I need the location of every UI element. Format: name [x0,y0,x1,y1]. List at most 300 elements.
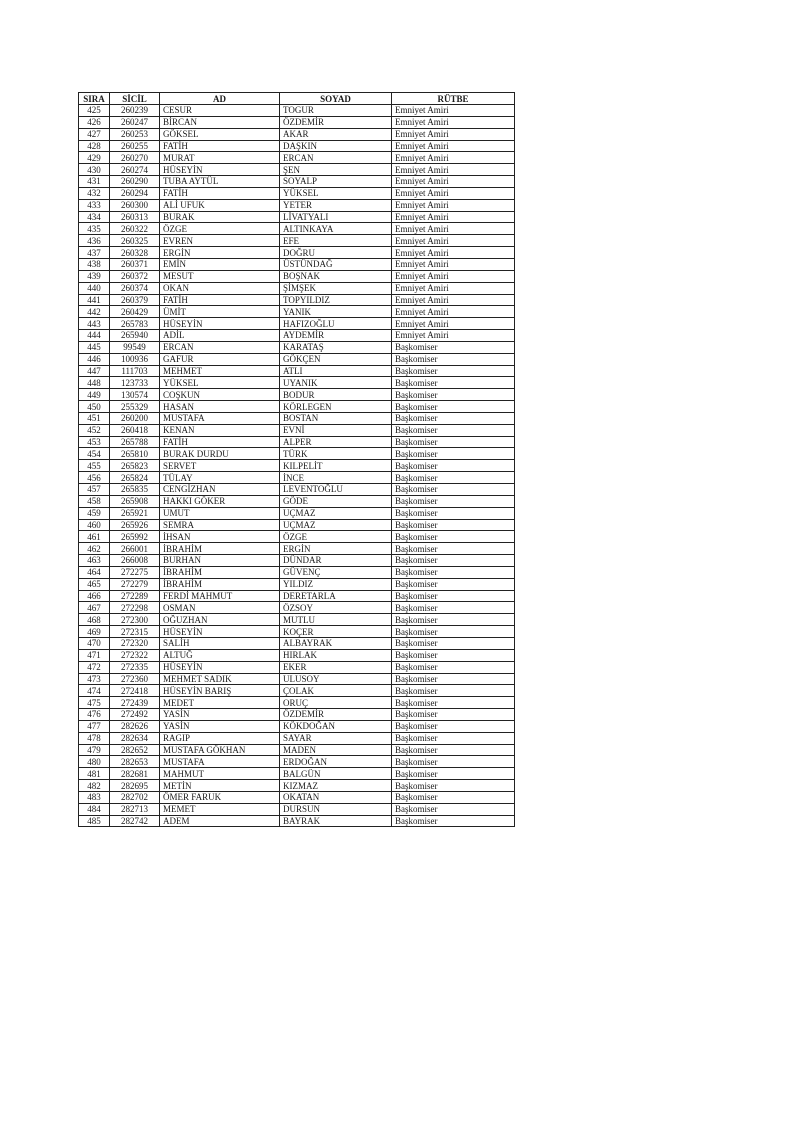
cell-rutbe: Emniyet Amiri [392,306,515,318]
cell-sira: 437 [79,247,110,259]
table-row [79,519,515,531]
table-row [79,187,515,199]
cell-ad: CENGİZHAN [160,484,280,496]
cell-sicil: 272289 [110,590,160,602]
cell-sira: 469 [79,626,110,638]
table-row [79,756,515,768]
table-row [79,270,515,282]
table-body [79,105,515,827]
cell-soyad: AKAR [280,128,392,140]
cell-sira: 444 [79,330,110,342]
cell-ad: FATİH [160,294,280,306]
cell-soyad: ŞİMŞEK [280,282,392,294]
cell-sicil: 282681 [110,768,160,780]
table-row [79,626,515,638]
table-row [79,543,515,555]
table-row [79,105,515,117]
cell-rutbe: Başkomiser [392,543,515,555]
cell-sicil: 260379 [110,294,160,306]
cell-sira: 426 [79,116,110,128]
table-row [79,803,515,815]
cell-soyad: KÖKDOĞAN [280,720,392,732]
cell-rutbe: Başkomiser [392,389,515,401]
cell-sira: 475 [79,697,110,709]
cell-sicil: 272279 [110,578,160,590]
cell-sira: 477 [79,720,110,732]
cell-sira: 461 [79,531,110,543]
cell-ad: GÖKSEL [160,128,280,140]
cell-sira: 440 [79,282,110,294]
cell-sicil: 260274 [110,164,160,176]
table-row [79,306,515,318]
cell-sicil: 282634 [110,732,160,744]
cell-soyad: İNCE [280,472,392,484]
cell-ad: RAGIP [160,732,280,744]
cell-soyad: KILPELİT [280,460,392,472]
cell-sicil: 265940 [110,330,160,342]
cell-ad: ERCAN [160,341,280,353]
cell-soyad: GÖKÇEN [280,353,392,365]
cell-ad: SEMRA [160,519,280,531]
cell-sicil: 260300 [110,199,160,211]
cell-sira: 438 [79,258,110,270]
cell-ad: ADİL [160,330,280,342]
cell-sicil: 282626 [110,720,160,732]
cell-rutbe: Emniyet Amiri [392,164,515,176]
cell-ad: METİN [160,780,280,792]
cell-soyad: SAYAR [280,732,392,744]
cell-sicil: 260239 [110,105,160,117]
cell-rutbe: Başkomiser [392,661,515,673]
cell-rutbe: Başkomiser [392,472,515,484]
cell-soyad: UYANIK [280,377,392,389]
cell-sicil: 123733 [110,377,160,389]
cell-soyad: ALBAYRAK [280,637,392,649]
cell-sira: 428 [79,140,110,152]
cell-sira: 473 [79,673,110,685]
cell-sira: 485 [79,815,110,827]
cell-sicil: 255329 [110,401,160,413]
header-ad: AD [160,93,280,105]
table-row [79,258,515,270]
cell-soyad: UÇMAZ [280,519,392,531]
cell-sira: 466 [79,590,110,602]
cell-sicil: 99549 [110,341,160,353]
cell-sira: 450 [79,401,110,413]
cell-soyad: ERDOĞAN [280,756,392,768]
cell-sicil: 260290 [110,176,160,188]
cell-ad: MEHMET [160,365,280,377]
cell-sicil: 272300 [110,614,160,626]
cell-soyad: EVNİ [280,424,392,436]
table-row [79,590,515,602]
cell-ad: BURAK DURDU [160,448,280,460]
cell-sira: 480 [79,756,110,768]
cell-rutbe: Başkomiser [392,566,515,578]
cell-soyad: LİVATYALI [280,211,392,223]
cell-sira: 446 [79,353,110,365]
cell-sira: 478 [79,732,110,744]
cell-soyad: ULUSOY [280,673,392,685]
cell-sira: 443 [79,318,110,330]
header-row [79,93,515,105]
cell-ad: ÖZGE [160,223,280,235]
cell-rutbe: Emniyet Amiri [392,152,515,164]
cell-sira: 448 [79,377,110,389]
cell-soyad: ALTINKAYA [280,223,392,235]
cell-sicil: 260294 [110,187,160,199]
cell-ad: HÜSEYİN [160,318,280,330]
table-row [79,637,515,649]
cell-soyad: DAŞKIN [280,140,392,152]
cell-sicil: 265926 [110,519,160,531]
cell-ad: ÖMER FARUK [160,791,280,803]
cell-sicil: 260374 [110,282,160,294]
cell-sira: 425 [79,105,110,117]
cell-soyad: ÜSTÜNDAĞ [280,258,392,270]
cell-sicil: 272418 [110,685,160,697]
cell-soyad: KIZMAZ [280,780,392,792]
cell-rutbe: Emniyet Amiri [392,235,515,247]
cell-soyad: GÜVENÇ [280,566,392,578]
cell-ad: UMUT [160,507,280,519]
cell-sicil: 100936 [110,353,160,365]
cell-sicil: 260255 [110,140,160,152]
cell-sicil: 260429 [110,306,160,318]
cell-ad: ALTUĞ [160,649,280,661]
cell-soyad: ÖZGE [280,531,392,543]
cell-sicil: 260247 [110,116,160,128]
cell-ad: HASAN [160,401,280,413]
cell-rutbe: Başkomiser [392,685,515,697]
cell-sicil: 272360 [110,673,160,685]
cell-sicil: 265835 [110,484,160,496]
cell-sicil: 265823 [110,460,160,472]
cell-sicil: 260253 [110,128,160,140]
table-row [79,697,515,709]
table-row [79,531,515,543]
cell-rutbe: Başkomiser [392,495,515,507]
cell-rutbe: Başkomiser [392,401,515,413]
table-row [79,330,515,342]
cell-ad: ERGİN [160,247,280,259]
cell-soyad: ŞEN [280,164,392,176]
cell-sira: 449 [79,389,110,401]
cell-ad: FATİH [160,140,280,152]
table-row [79,140,515,152]
cell-sira: 431 [79,176,110,188]
cell-soyad: BAYRAK [280,815,392,827]
cell-ad: SALİH [160,637,280,649]
cell-ad: OSMAN [160,602,280,614]
cell-sira: 481 [79,768,110,780]
table-row [79,685,515,697]
header-sira: SIRA [79,93,110,105]
cell-sira: 471 [79,649,110,661]
cell-sira: 484 [79,803,110,815]
cell-soyad: HAFIZOĞLU [280,318,392,330]
table-row [79,436,515,448]
cell-soyad: DÜNDAR [280,555,392,567]
cell-soyad: YÜKSEL [280,187,392,199]
cell-sicil: 272492 [110,709,160,721]
cell-ad: MEDET [160,697,280,709]
cell-soyad: SOYALP [280,176,392,188]
cell-rutbe: Emniyet Amiri [392,140,515,152]
cell-soyad: LEVENTOĞLU [280,484,392,496]
cell-sira: 470 [79,637,110,649]
cell-soyad: EKER [280,661,392,673]
cell-sira: 435 [79,223,110,235]
cell-sira: 482 [79,780,110,792]
cell-ad: EVREN [160,235,280,247]
cell-sicil: 272275 [110,566,160,578]
cell-ad: EMİN [160,258,280,270]
cell-sira: 456 [79,472,110,484]
cell-rutbe: Başkomiser [392,815,515,827]
cell-rutbe: Başkomiser [392,412,515,424]
cell-sira: 441 [79,294,110,306]
cell-ad: TUBA AYTÜL [160,176,280,188]
cell-ad: MUSTAFA [160,756,280,768]
cell-rutbe: Başkomiser [392,673,515,685]
table-row [79,353,515,365]
cell-rutbe: Emniyet Amiri [392,330,515,342]
cell-soyad: ÖZDEMİR [280,116,392,128]
table-row [79,602,515,614]
cell-ad: YASİN [160,720,280,732]
cell-soyad: TÜRK [280,448,392,460]
cell-sicil: 272335 [110,661,160,673]
table-row [79,815,515,827]
cell-sicil: 282653 [110,756,160,768]
cell-rutbe: Emniyet Amiri [392,105,515,117]
cell-sicil: 130574 [110,389,160,401]
cell-sicil: 260313 [110,211,160,223]
cell-rutbe: Başkomiser [392,720,515,732]
cell-ad: ALİ UFUK [160,199,280,211]
cell-ad: MUSTAFA GÖKHAN [160,744,280,756]
table-row [79,341,515,353]
cell-sira: 430 [79,164,110,176]
cell-ad: FATİH [160,436,280,448]
table-row [79,116,515,128]
cell-ad: SERVET [160,460,280,472]
cell-rutbe: Başkomiser [392,614,515,626]
table-row [79,448,515,460]
cell-sicil: 260418 [110,424,160,436]
table-row [79,176,515,188]
cell-soyad: KÖRLEGEN [280,401,392,413]
cell-sira: 472 [79,661,110,673]
cell-rutbe: Başkomiser [392,460,515,472]
cell-soyad: BOSTAN [280,412,392,424]
cell-sira: 468 [79,614,110,626]
cell-soyad: GÖDE [280,495,392,507]
cell-rutbe: Başkomiser [392,803,515,815]
cell-rutbe: Başkomiser [392,353,515,365]
cell-sicil: 272439 [110,697,160,709]
cell-ad: ÜMİT [160,306,280,318]
cell-sira: 457 [79,484,110,496]
table-row [79,282,515,294]
cell-soyad: ÖZSOY [280,602,392,614]
cell-soyad: EFE [280,235,392,247]
table-row [79,555,515,567]
cell-soyad: ÇOLAK [280,685,392,697]
cell-rutbe: Başkomiser [392,578,515,590]
table-row [79,566,515,578]
cell-sira: 479 [79,744,110,756]
table-row [79,614,515,626]
cell-rutbe: Başkomiser [392,649,515,661]
cell-ad: İBRAHİM [160,566,280,578]
table-row [79,507,515,519]
cell-rutbe: Başkomiser [392,637,515,649]
table-row [79,709,515,721]
cell-soyad: TOPYILDIZ [280,294,392,306]
table-row [79,720,515,732]
cell-soyad: ORUÇ [280,697,392,709]
cell-sira: 453 [79,436,110,448]
cell-ad: HÜSEYİN [160,661,280,673]
table-row [79,732,515,744]
cell-sicil: 260270 [110,152,160,164]
cell-soyad: BOŞNAK [280,270,392,282]
table-row [79,412,515,424]
cell-rutbe: Emniyet Amiri [392,318,515,330]
cell-sira: 434 [79,211,110,223]
cell-ad: COŞKUN [160,389,280,401]
cell-sicil: 282652 [110,744,160,756]
cell-rutbe: Başkomiser [392,555,515,567]
table-row [79,247,515,259]
cell-sira: 459 [79,507,110,519]
cell-soyad: KARATAŞ [280,341,392,353]
cell-soyad: YETER [280,199,392,211]
cell-rutbe: Başkomiser [392,626,515,638]
cell-sira: 463 [79,555,110,567]
cell-rutbe: Emniyet Amiri [392,211,515,223]
cell-rutbe: Başkomiser [392,791,515,803]
cell-sicil: 282742 [110,815,160,827]
cell-sicil: 282713 [110,803,160,815]
cell-sira: 442 [79,306,110,318]
table-row [79,649,515,661]
cell-ad: MESUT [160,270,280,282]
table-row [79,768,515,780]
cell-sicil: 265921 [110,507,160,519]
cell-sira: 432 [79,187,110,199]
cell-sicil: 265788 [110,436,160,448]
cell-sira: 447 [79,365,110,377]
cell-soyad: ÖZDEMİR [280,709,392,721]
table-header [79,93,515,105]
cell-sira: 467 [79,602,110,614]
cell-soyad: DOĞRU [280,247,392,259]
cell-ad: İBRAHİM [160,543,280,555]
cell-rutbe: Emniyet Amiri [392,128,515,140]
cell-ad: MEHMET SADIK [160,673,280,685]
cell-rutbe: Başkomiser [392,377,515,389]
cell-sira: 454 [79,448,110,460]
table-row [79,318,515,330]
cell-rutbe: Başkomiser [392,756,515,768]
cell-ad: BURAK [160,211,280,223]
cell-sira: 452 [79,424,110,436]
cell-sicil: 272298 [110,602,160,614]
cell-ad: HÜSEYİN [160,164,280,176]
cell-ad: OKAN [160,282,280,294]
cell-rutbe: Başkomiser [392,697,515,709]
header-sicil: SİCİL [110,93,160,105]
table-row [79,791,515,803]
table-row [79,460,515,472]
table-row [79,223,515,235]
table-row [79,484,515,496]
cell-soyad: YILDIZ [280,578,392,590]
cell-soyad: UÇMAZ [280,507,392,519]
cell-sira: 439 [79,270,110,282]
cell-sicil: 282702 [110,791,160,803]
cell-sira: 464 [79,566,110,578]
cell-rutbe: Başkomiser [392,768,515,780]
cell-rutbe: Başkomiser [392,709,515,721]
cell-sicil: 260328 [110,247,160,259]
cell-soyad: BALGÜN [280,768,392,780]
table-row [79,673,515,685]
table-row [79,495,515,507]
table-row [79,199,515,211]
table-row [79,389,515,401]
table-row [79,365,515,377]
cell-sira: 458 [79,495,110,507]
cell-sira: 455 [79,460,110,472]
cell-sicil: 260325 [110,235,160,247]
cell-sira: 445 [79,341,110,353]
cell-sicil: 265810 [110,448,160,460]
cell-soyad: ATLI [280,365,392,377]
cell-sira: 451 [79,412,110,424]
cell-sira: 436 [79,235,110,247]
cell-rutbe: Emniyet Amiri [392,258,515,270]
cell-rutbe: Emniyet Amiri [392,187,515,199]
cell-rutbe: Başkomiser [392,484,515,496]
cell-soyad: KOÇER [280,626,392,638]
cell-soyad: TOGUR [280,105,392,117]
table-row [79,424,515,436]
cell-ad: KENAN [160,424,280,436]
cell-sicil: 260371 [110,258,160,270]
cell-rutbe: Emniyet Amiri [392,247,515,259]
cell-ad: YÜKSEL [160,377,280,389]
cell-rutbe: Emniyet Amiri [392,176,515,188]
cell-rutbe: Başkomiser [392,780,515,792]
cell-ad: OĞUZHAN [160,614,280,626]
cell-sicil: 272315 [110,626,160,638]
personnel-table [78,92,515,827]
cell-rutbe: Emniyet Amiri [392,282,515,294]
table-row [79,377,515,389]
cell-rutbe: Başkomiser [392,744,515,756]
table-row [79,294,515,306]
cell-rutbe: Başkomiser [392,519,515,531]
cell-rutbe: Emniyet Amiri [392,199,515,211]
cell-rutbe: Başkomiser [392,341,515,353]
header-soyad: SOYAD [280,93,392,105]
table-row [79,401,515,413]
table-row [79,235,515,247]
